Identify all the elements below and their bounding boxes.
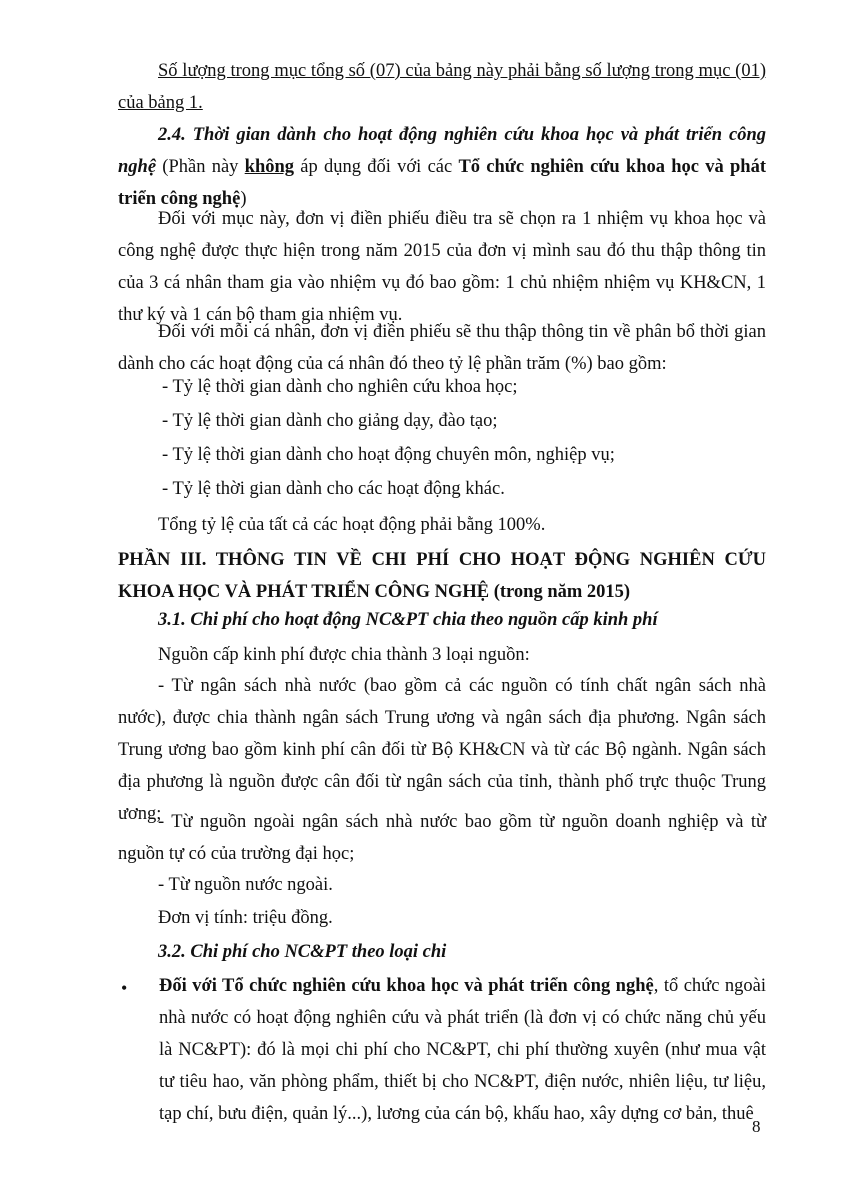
paragraph-foreign-source: - Từ nguồn nước ngoài. bbox=[158, 875, 333, 895]
section-3-1-heading: 3.1. Chi phí cho hoạt động NC&PT chia theo nguồn cấp kinh phí bbox=[158, 610, 658, 630]
section-2-4-heading: 2.4. Thời gian dành cho hoạt động nghiên cứu khoa học và phát triển công nghệ bbox=[118, 125, 766, 177]
bullet-paragraph bbox=[159, 970, 766, 1130]
section-2-4-note-a: (Phần này bbox=[156, 157, 245, 177]
page-number: 8 bbox=[752, 1117, 761, 1136]
paragraph-time-allocation: Đối với mỗi cá nhân, đơn vị điền phiếu sẽ thu thập thông tin về phân bổ thời gian dành cho các hoạt động của cá nhân đó theo tỷ lệ phần trăm (%) bao gồm: bbox=[118, 322, 766, 374]
bullet-icon: • bbox=[121, 978, 128, 998]
paragraph-total-ratio: Tổng tỷ lệ của tất cả các hoạt động phải bằng 100%. bbox=[158, 515, 546, 535]
paragraph-unit: Đơn vị tính: triệu đồng. bbox=[158, 908, 333, 928]
bullet-paragraph-bold: Đối với Tổ chức nghiên cứu khoa học và phát triển công nghệ bbox=[159, 976, 654, 996]
part-3-heading-main: PHẦN III. THÔNG TIN VỀ CHI PHÍ CHO HOẠT ĐỘNG NGHIÊN CỨU KHOA HỌC VÀ PHÁT TRIỂN CÔNG NGHỆ bbox=[118, 550, 766, 602]
paragraph-funding-sources: Nguồn cấp kinh phí được chia thành 3 loại nguồn: bbox=[158, 645, 530, 665]
section-2-4-note-d: Tổ chức nghiên cứu khoa học và phát triển công nghệ bbox=[118, 157, 766, 209]
section-2-4-note-e: ) bbox=[240, 189, 247, 209]
paragraph-state-budget: - Từ ngân sách nhà nước (bao gồm cả các nguồn có tính chất ngân sách nhà nước), được chia thành ngân sách Trung ương và ngân sách địa phương. Ngân sách Trung ương bao gồm kinh phí cân đối từ Bộ KH&CN và từ các Bộ ngành. Ngân sách địa phương là nguồn được cân đối từ ngân sách của tỉnh, thành phố trực thuộc Trung ương; bbox=[118, 676, 766, 824]
paragraph-table-total-note: Số lượng trong mục tổng số (07) của bảng này phải bằng số lượng trong mục (01) của bảng 1. bbox=[118, 61, 766, 113]
section-3-2-heading: 3.2. Chi phí cho NC&PT theo loại chi bbox=[158, 942, 447, 962]
section-2-4-note-c: áp dụng đối với các bbox=[294, 157, 459, 177]
list-item: - Tỷ lệ thời gian dành cho các hoạt động khác. bbox=[162, 479, 505, 499]
part-3-heading-year: (trong năm 2015) bbox=[489, 582, 631, 602]
section-2-4 bbox=[118, 119, 766, 215]
list-item: - Tỷ lệ thời gian dành cho nghiên cứu khoa học; bbox=[162, 377, 518, 397]
part-3-heading bbox=[118, 544, 766, 608]
list-item: - Tỷ lệ thời gian dành cho giảng dạy, đào tạo; bbox=[162, 411, 498, 431]
paragraph-task-selection: Đối với mục này, đơn vị điền phiếu điều tra sẽ chọn ra 1 nhiệm vụ khoa học và công nghệ được thực hiện trong năm 2015 của đơn vị mình sau đó thu thập thông tin của 3 cá nhân tham gia vào nhiệm vụ đó bao gồm: 1 chủ nhiệm nhiệm vụ KH&CN, 1 thư ký và 1 cán bộ tham gia nhiệm vụ. bbox=[118, 209, 766, 325]
bullet-paragraph-text: , tổ chức ngoài nhà nước có hoạt động nghiên cứu và phát triển (là đơn vị có chức năng chủ yếu là NC&PT): đó là mọi chi phí cho NC&PT, chi phí thường xuyên (như mua vật tư tiêu hao, văn phòng phẩm, thiết bị cho NC&PT, điện nước, nhiên liệu, tư liệu, tạp chí, bưu điện, quản lý...), lương của cán bộ, khấu hao, xây dựng cơ bản, thuê bbox=[159, 976, 766, 1124]
section-2-4-note-b: không bbox=[244, 157, 295, 177]
list-item: - Tỷ lệ thời gian dành cho hoạt động chuyên môn, nghiệp vụ; bbox=[162, 445, 615, 465]
paragraph-non-state-budget: - Từ nguồn ngoài ngân sách nhà nước bao gồm từ nguồn doanh nghiệp và từ nguồn tự có của trường đại học; bbox=[118, 812, 766, 864]
